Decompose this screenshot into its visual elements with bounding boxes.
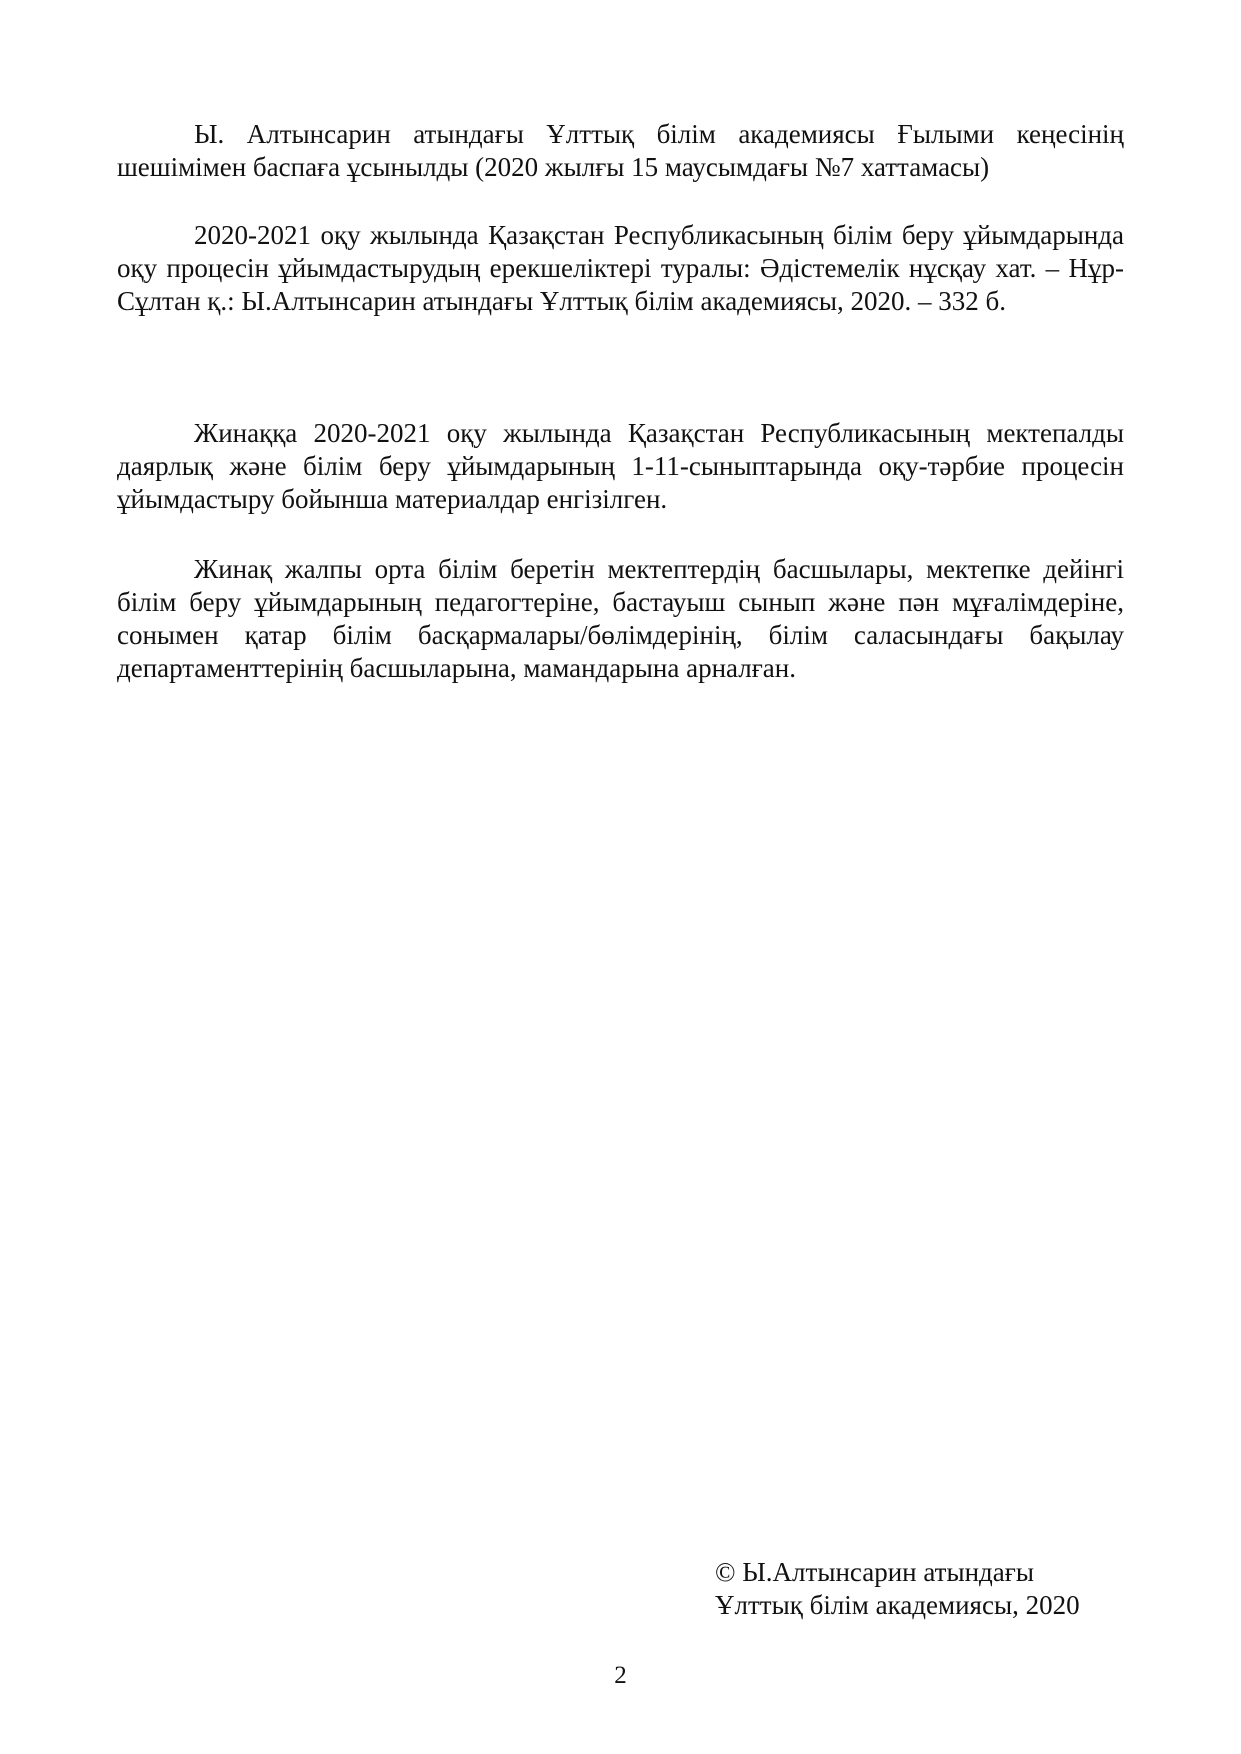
page-number: 2 <box>614 1662 627 1689</box>
approval-note: Ы. Алтынсарин атындағы Ұлттық білім академиясы Ғылыми кеңесінің шешімімен баспаға ұсынылды (2020 жылғы 15 маусымдағы №7 хаттамасы) <box>117 119 1124 182</box>
copyright-line-2: Ұлттық білім академиясы, 2020 <box>715 1590 1080 1620</box>
collection-contents-paragraph: Жинаққа 2020-2021 оқу жылында Қазақстан Республикасының мектепалды даярлық және білім беру ұйымдарының 1-11-сыныптарында оқу-тәрбие процесін ұйымдастыру бойынша материалдар енгізілген. <box>117 418 1124 514</box>
copyright-line-1: © Ы.Алтынсарин атындағы <box>715 1557 1034 1587</box>
bibliographic-citation: 2020-2021 оқу жылында Қазақстан Республикасының білім беру ұйымдарында оқу процесін ұйымдастырудың ерекшеліктері туралы: Әдістемелік нұсқау хат. – Нұр-Сұлтан қ.: Ы.Алтынсарин атындағы Ұлттық білім академиясы, 2020. – 332 б. <box>117 220 1124 316</box>
target-audience-paragraph: Жинақ жалпы орта білім беретін мектептердің басшылары, мектепке дейінгі білім беру ұйымдарының педагогтеріне, бастауыш сынып және пән мұғалімдеріне, сонымен қатар білім басқармалары/бөлімдерінің, білім саласындағы бақылау департаменттерінің басшыларына, мамандарына арналған. <box>117 554 1124 683</box>
copyright-notice <box>715 1556 1080 1622</box>
